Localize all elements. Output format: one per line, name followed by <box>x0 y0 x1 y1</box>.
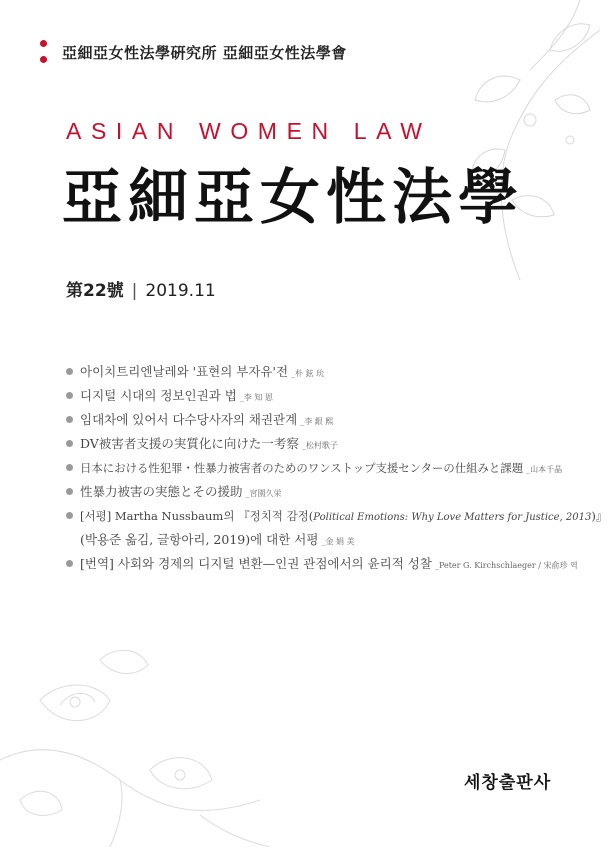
institute-names: 亞細亞女性法學硏究所 亞細亞女性法學會 <box>62 44 347 62</box>
bullet-icon <box>66 392 73 399</box>
article-author: _朴 鉉 玧 <box>291 369 325 378</box>
floral-decoration-bottom-left <box>0 640 300 847</box>
bullet-icon <box>66 488 73 495</box>
publisher-logo: 세창출판사 <box>464 773 552 793</box>
list-item <box>66 456 566 480</box>
bullet-icon <box>66 560 73 567</box>
article-author: _宮園久栄 <box>245 489 282 498</box>
header-dots <box>40 40 48 72</box>
article-title: DV被害者支援の実質化に向けた一考察 <box>80 436 299 451</box>
english-title: ASIAN WOMEN LAW <box>66 118 432 144</box>
list-item <box>66 432 566 456</box>
list-item <box>66 408 566 432</box>
list-item <box>66 552 578 576</box>
article-author: _李 銀 熙 <box>300 417 334 426</box>
article-title: 日本における性犯罪・性暴力被害者のためのワンストップ支援センターの仕組みと課題 <box>80 461 524 475</box>
article-title: 性暴力被害の実態とその援助 <box>80 484 243 499</box>
bullet-icon <box>66 512 73 519</box>
article-title: 디지털 시대의 정보인권과 법 <box>80 388 237 403</box>
review-publication: (박용준 옮김, 글항아리, 2019)에 대한 서평 <box>80 532 319 547</box>
article-author: _松村歌子 <box>301 441 338 450</box>
red-dot <box>40 40 47 47</box>
list-item-review-continued <box>66 528 566 552</box>
bullet-icon <box>66 464 73 471</box>
issue-number: 第22號 <box>66 281 124 301</box>
issue-separator: | <box>131 281 138 301</box>
bullet-icon <box>66 368 73 375</box>
article-title: 아이치트리엔날레와 '표현의 부자유'전 <box>80 364 289 379</box>
issue-info <box>66 276 216 301</box>
list-item <box>66 480 566 504</box>
main-title: 亞細亞女性法學 <box>62 163 524 233</box>
article-author: _山本千晶 <box>526 465 563 474</box>
article-title: 임대차에 있어서 다수당사자의 채권관계 <box>80 412 298 427</box>
list-item <box>66 384 566 408</box>
review-subtitle: Political Emotions: Why Love Matters for Justice, 2013 <box>313 512 592 523</box>
translation-title: [번역] 사회와 경제의 디지털 변환—인권 관점에서의 윤리적 성찰 <box>80 556 432 571</box>
review-prefix: [서평] <box>80 509 112 523</box>
translation-author: _Peter G. Kirchschlaeger / 宋俞珍 역 <box>434 561 578 570</box>
red-dot <box>40 56 47 63</box>
bullet-icon <box>66 416 73 423</box>
issue-date: 2019.11 <box>145 281 216 301</box>
review-title: Martha Nussbaum의 『정치적 감정( <box>114 509 314 523</box>
list-item-review <box>66 504 607 528</box>
table-of-contents <box>66 360 607 576</box>
review-author: _金 娟 美 <box>321 537 355 546</box>
list-item <box>66 360 566 384</box>
article-author: _李 知 恩 <box>239 393 273 402</box>
review-title-end: )』 <box>591 509 607 523</box>
bullet-icon <box>66 440 73 447</box>
